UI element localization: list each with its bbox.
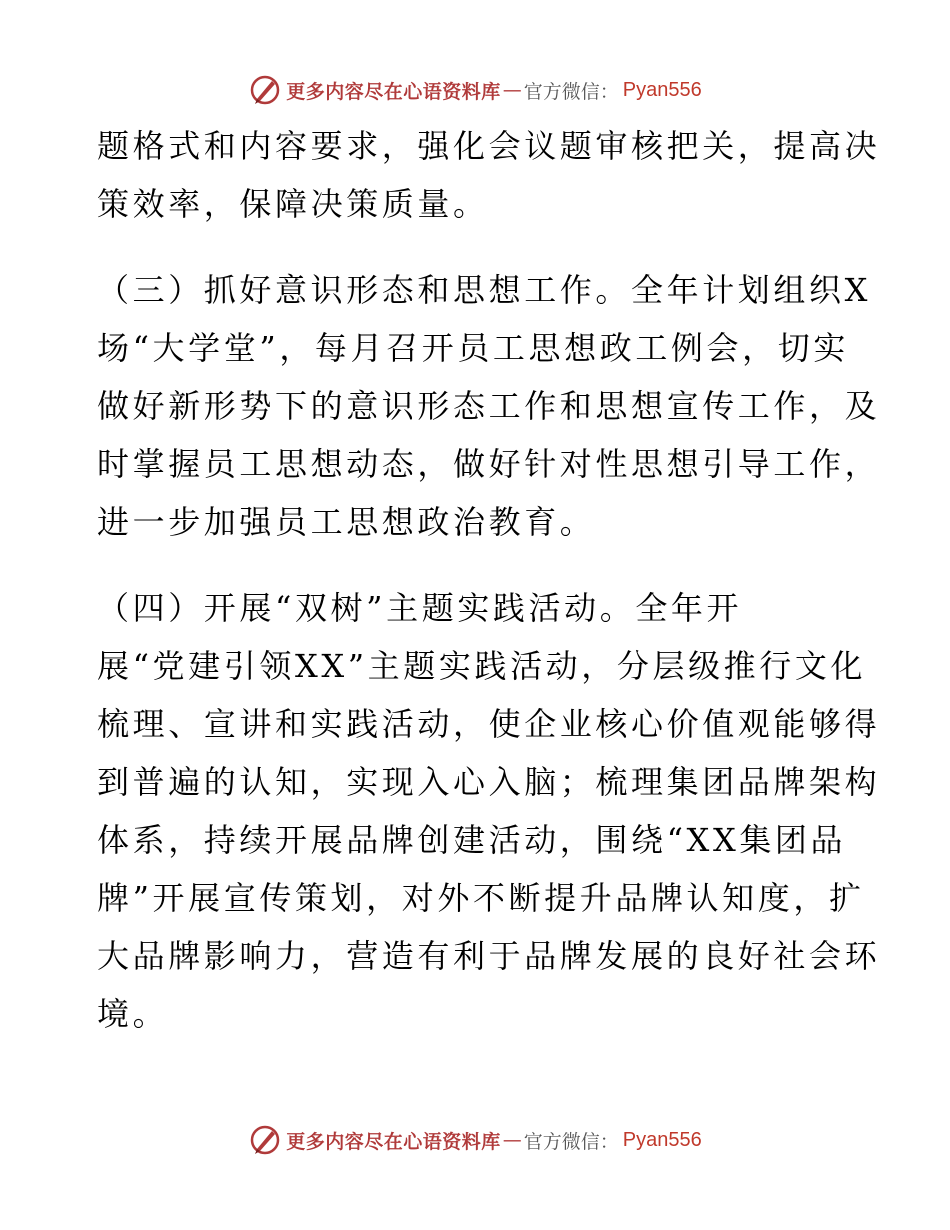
text-line: 展“党建引领XX”主题实践活动，分层级推行文化 [97, 647, 867, 685]
text-line: 大品牌影响力，营造有利于品牌发展的良好社会环 [97, 937, 881, 975]
text-line: 场“大学堂”，每月召开员工思想政工例会，切实 [97, 329, 849, 367]
watermark-wechat-label: 官方微信： [523, 80, 619, 103]
paragraph-section-four [97, 579, 881, 1043]
text-line: 体系，持续开展品牌创建活动，围绕“XX集团品 [97, 821, 847, 859]
text-line: 境。 [97, 995, 169, 1033]
paragraph-continuation [97, 117, 881, 233]
paragraph-section-three [97, 261, 881, 551]
text-line: （四）开展“双树”主题实践活动。全年开 [97, 589, 743, 627]
watermark-wechat-id: Pyan556 [622, 1128, 702, 1151]
text-line: 梳理、宣讲和实践活动，使企业核心价值观能够得 [97, 705, 881, 743]
watermark-slogan: 更多内容尽在心语资料库 [286, 1130, 501, 1153]
text-line: 到普遍的认知，实现入心入脑；梳理集团品牌架构 [97, 763, 881, 801]
document-body [97, 117, 881, 1043]
pen-circle-logo-icon [248, 73, 282, 107]
text-line: 做好新形势下的意识形态工作和思想宣传工作，及 [97, 387, 881, 425]
watermark-wechat-label: 官方微信： [523, 1130, 619, 1153]
watermark-dash: — [502, 79, 522, 101]
watermark-slogan: 更多内容尽在心语资料库 [286, 80, 501, 103]
pen-circle-logo-icon [248, 1123, 282, 1157]
watermark-wechat-id: Pyan556 [622, 78, 702, 101]
watermark-dash: — [502, 1129, 522, 1151]
text-line: 进一步加强员工思想政治教育。 [97, 503, 596, 541]
text-line: 时掌握员工思想动态，做好针对性思想引导工作， [97, 445, 881, 483]
text-line: 策效率，保障决策质量。 [97, 185, 489, 223]
footer-watermark [0, 1120, 950, 1160]
text-line: 牌”开展宣传策划，对外不断提升品牌认知度，扩 [97, 879, 865, 917]
text-line: （三）抓好意识形态和思想工作。全年计划组织X [97, 271, 871, 309]
text-line: 题格式和内容要求，强化会议题审核把关，提高决 [97, 127, 881, 165]
header-watermark [0, 70, 950, 110]
